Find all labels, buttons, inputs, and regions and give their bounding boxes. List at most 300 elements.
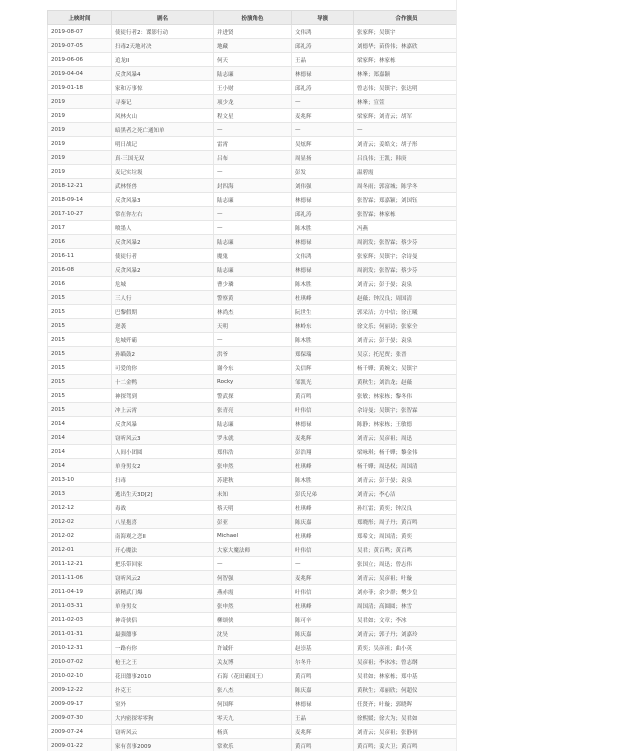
release-date-cell: 2014 bbox=[48, 459, 112, 473]
title-link[interactable]: 十二金鸭 bbox=[112, 375, 214, 389]
table-row bbox=[48, 249, 457, 263]
table-row bbox=[48, 333, 457, 347]
costars-cell: 黄秋生；刘浩龙；赵薇 bbox=[354, 375, 457, 389]
title-link[interactable]: 风林火山 bbox=[112, 109, 214, 123]
role-cell: 项少龙 bbox=[214, 95, 292, 109]
costars-cell: 刘青云；吴彦祖；叶璇 bbox=[354, 571, 457, 585]
costars-cell: 吴君；黄百鸣；黄百鸣 bbox=[354, 543, 457, 557]
costars-cell: 刘青云；李心洁 bbox=[354, 487, 457, 501]
table-row bbox=[48, 585, 457, 599]
director-cell: 林德禄 bbox=[292, 417, 354, 431]
table-row bbox=[48, 319, 457, 333]
table-row bbox=[48, 347, 457, 361]
title-link[interactable]: 真·三国无双 bbox=[112, 151, 214, 165]
costars-cell: 郑希文；周国清；黄奕 bbox=[354, 529, 457, 543]
release-date-cell: 2016-11 bbox=[48, 249, 112, 263]
table-row bbox=[48, 515, 457, 529]
title-link[interactable]: 单身男女2 bbox=[112, 459, 214, 473]
title-link[interactable]: 明日战记 bbox=[112, 137, 214, 151]
costars-cell: 刘青云；彭于晏；袁泉 bbox=[354, 473, 457, 487]
release-date-cell: 2011-02-03 bbox=[48, 613, 112, 627]
costars-cell: 梁咏琪；杨千嬅；黎金伟 bbox=[354, 445, 457, 459]
role-cell: 大家大魔法师 bbox=[214, 543, 292, 557]
release-date-cell: 2010-02-10 bbox=[48, 669, 112, 683]
role-cell: 警武探 bbox=[214, 389, 292, 403]
release-date-cell: 2009-07-24 bbox=[48, 725, 112, 739]
role-cell: 天明 bbox=[214, 319, 292, 333]
release-date-cell: 2009-12-22 bbox=[48, 683, 112, 697]
costars-cell: 林峯；郑嘉颖 bbox=[354, 67, 457, 81]
role-cell: 未知 bbox=[214, 487, 292, 501]
role-cell: 何智强 bbox=[214, 571, 292, 585]
release-date-cell: 2012-02 bbox=[48, 515, 112, 529]
title-link[interactable]: 大内密探零零狗 bbox=[112, 711, 214, 725]
title-link[interactable]: 反贪风暴3 bbox=[112, 193, 214, 207]
release-date-cell: 2012-02 bbox=[48, 529, 112, 543]
table-row bbox=[48, 431, 457, 445]
release-date-cell: 2019 bbox=[48, 137, 112, 151]
title-link[interactable]: 常在你左右 bbox=[112, 207, 214, 221]
director-cell: 林德禄 bbox=[292, 697, 354, 711]
release-date-cell: 2009-01-22 bbox=[48, 739, 112, 751]
director-cell: 麦兆辉 bbox=[292, 725, 354, 739]
costars-cell: 周国清；高圆圆；林雪 bbox=[354, 599, 457, 613]
title-link[interactable]: 家和万事惊 bbox=[112, 81, 214, 95]
costars-cell: 孙红雷；黄奕；钟汉良 bbox=[354, 501, 457, 515]
role-cell: Michael bbox=[214, 529, 292, 543]
director-cell: 叶伟信 bbox=[292, 585, 354, 599]
director-cell: 王晶 bbox=[292, 53, 354, 67]
title-link[interactable]: 窃听风云3 bbox=[112, 431, 214, 445]
title-link[interactable]: 一路有你 bbox=[112, 641, 214, 655]
director-cell: 陈木胜 bbox=[292, 333, 354, 347]
release-date-cell: 2017 bbox=[48, 221, 112, 235]
role-cell: 柳颂侠 bbox=[214, 613, 292, 627]
table-row bbox=[48, 697, 457, 711]
release-date-cell: 2019 bbox=[48, 151, 112, 165]
release-date-cell: 2011-12-21 bbox=[48, 557, 112, 571]
release-date-cell: 2015 bbox=[48, 389, 112, 403]
costars-cell: 张智霖；郑嘉颖；刘国钰 bbox=[354, 193, 457, 207]
role-cell: — bbox=[214, 333, 292, 347]
costars-cell: 梁家辉；林家栋 bbox=[354, 53, 457, 67]
director-cell: 关信辉 bbox=[292, 361, 354, 375]
release-date-cell: 2009-07-30 bbox=[48, 711, 112, 725]
director-cell: 彭氏兄弟 bbox=[292, 487, 354, 501]
role-cell: 关友博 bbox=[214, 655, 292, 669]
release-date-cell: 2012-01 bbox=[48, 543, 112, 557]
costars-cell: 林峯；宣萱 bbox=[354, 95, 457, 109]
costars-cell: 徐熙媛；徐大为；吴君如 bbox=[354, 711, 457, 725]
costars-cell: 周润发；张智霖；蔡少芬 bbox=[354, 235, 457, 249]
role-cell: — bbox=[214, 123, 292, 137]
director-cell: 陈木胜 bbox=[292, 221, 354, 235]
release-date-cell: 2014 bbox=[48, 445, 112, 459]
costars-cell: 刘青云；彭于晏；袁泉 bbox=[354, 333, 457, 347]
director-cell: 林德禄 bbox=[292, 193, 354, 207]
director-cell: 郑保瑞 bbox=[292, 347, 354, 361]
director-cell: 陈可辛 bbox=[292, 613, 354, 627]
title-link[interactable]: 枪王之王 bbox=[112, 655, 214, 669]
table-row bbox=[48, 417, 457, 431]
title-link[interactable]: 神奇侠侣 bbox=[112, 613, 214, 627]
director-cell: 彭发 bbox=[292, 165, 354, 179]
costars-cell: 冯燕 bbox=[354, 221, 457, 235]
director-cell: 叶伟信 bbox=[292, 403, 354, 417]
title-link[interactable]: 使徒行者 bbox=[112, 249, 214, 263]
role-cell: 何国辉 bbox=[214, 697, 292, 711]
title-link[interactable]: 危城歼霸 bbox=[112, 333, 214, 347]
costars-cell: 曾志伟；吴镇宇；张达明 bbox=[354, 81, 457, 95]
role-cell: 魔鬼 bbox=[214, 249, 292, 263]
title-link[interactable]: 神探驾到 bbox=[112, 389, 214, 403]
role-cell: 程文星 bbox=[214, 109, 292, 123]
role-cell: 曹少璘 bbox=[214, 277, 292, 291]
director-cell: 邱礼涛 bbox=[292, 39, 354, 53]
role-cell: 封四海 bbox=[214, 179, 292, 193]
table-row bbox=[48, 165, 457, 179]
costars-cell: 吴君如；文章；李冰 bbox=[354, 613, 457, 627]
table-row bbox=[48, 613, 457, 627]
title-link[interactable]: 窃听风云2 bbox=[112, 571, 214, 585]
role-cell: — bbox=[214, 557, 292, 571]
costars-cell: 张家辉；吴镇宇 bbox=[354, 25, 457, 39]
table-row bbox=[48, 81, 457, 95]
table-row bbox=[48, 151, 457, 165]
release-date-cell: 2016 bbox=[48, 277, 112, 291]
role-cell: 许诚轩 bbox=[214, 641, 292, 655]
release-date-cell: 2011-11-06 bbox=[48, 571, 112, 585]
header-release-date: 上映时间 bbox=[48, 11, 112, 25]
role-cell: 零天九 bbox=[214, 711, 292, 725]
title-link[interactable]: 巴黎假期 bbox=[112, 305, 214, 319]
director-cell: 麦兆辉 bbox=[292, 571, 354, 585]
role-cell: 彭亚 bbox=[214, 515, 292, 529]
role-cell: 吕布 bbox=[214, 151, 292, 165]
director-cell: 杜琪峰 bbox=[292, 529, 354, 543]
role-cell: 陆志廉 bbox=[214, 417, 292, 431]
table-row bbox=[48, 25, 457, 39]
role-cell: 张申然 bbox=[214, 459, 292, 473]
costars-cell: 张敏；林家栋；黎冬伟 bbox=[354, 389, 457, 403]
table-row bbox=[48, 263, 457, 277]
role-cell: 杨真 bbox=[214, 725, 292, 739]
title-link[interactable]: 喷墨人 bbox=[112, 221, 214, 235]
director-cell: 陈庆嘉 bbox=[292, 515, 354, 529]
table-row bbox=[48, 277, 457, 291]
release-date-cell: 2019-08-07 bbox=[48, 25, 112, 39]
title-link[interactable]: 窒外 bbox=[112, 697, 214, 711]
table-row bbox=[48, 95, 457, 109]
director-cell: 林德禄 bbox=[292, 67, 354, 81]
table-row bbox=[48, 123, 457, 137]
table-row bbox=[48, 39, 457, 53]
director-cell: 黄百鸣 bbox=[292, 389, 354, 403]
director-cell: 杜琪峰 bbox=[292, 599, 354, 613]
costars-cell: 黄秋生；邓丽欣；何超仪 bbox=[354, 683, 457, 697]
director-cell: 陈木胜 bbox=[292, 277, 354, 291]
release-date-cell: 2016 bbox=[48, 235, 112, 249]
table-row bbox=[48, 683, 457, 697]
table-row bbox=[48, 67, 457, 81]
release-date-cell: 2019 bbox=[48, 109, 112, 123]
title-link[interactable]: 三人行 bbox=[112, 291, 214, 305]
table-row bbox=[48, 655, 457, 669]
title-link[interactable]: 扑克王 bbox=[112, 683, 214, 697]
table-row bbox=[48, 557, 457, 571]
title-link[interactable]: 孙瞄鼓2 bbox=[112, 347, 214, 361]
costars-cell: 黄奕；吴彦祖；曲小英 bbox=[354, 641, 457, 655]
release-date-cell: 2010-07-02 bbox=[48, 655, 112, 669]
title-link[interactable]: 新精武门爆 bbox=[112, 585, 214, 599]
costars-cell: 温碧霞 bbox=[354, 165, 457, 179]
table-row bbox=[48, 53, 457, 67]
role-cell: 王小财 bbox=[214, 81, 292, 95]
release-date-cell: 2014 bbox=[48, 431, 112, 445]
costars-cell: 张智霖；林家栋 bbox=[354, 207, 457, 221]
release-date-cell: 2011-03-31 bbox=[48, 599, 112, 613]
costars-cell: 郭采洁；方中信；徐正曦 bbox=[354, 305, 457, 319]
release-date-cell: 2017-10-27 bbox=[48, 207, 112, 221]
director-cell: 阮世生 bbox=[292, 305, 354, 319]
title-link[interactable]: 单身男女 bbox=[112, 599, 214, 613]
release-date-cell: 2011-04-19 bbox=[48, 585, 112, 599]
role-cell: 陆志廉 bbox=[214, 235, 292, 249]
role-cell: 谢今东 bbox=[214, 361, 292, 375]
title-link[interactable]: 最强囍事 bbox=[112, 627, 214, 641]
right-page-divider bbox=[456, 0, 457, 751]
title-link[interactable]: 南海观之恋II bbox=[112, 529, 214, 543]
director-cell: 麦兆辉 bbox=[292, 109, 354, 123]
costars-cell: 周冬雨；郭富城；陈学冬 bbox=[354, 179, 457, 193]
release-date-cell: 2019 bbox=[48, 165, 112, 179]
title-link[interactable]: 麦记实垃圾 bbox=[112, 165, 214, 179]
table-row bbox=[48, 361, 457, 375]
costars-cell: 吕良伟；王凯；韩庚 bbox=[354, 151, 457, 165]
table-row bbox=[48, 543, 457, 557]
release-date-cell: 2012-12 bbox=[48, 501, 112, 515]
table-row bbox=[48, 179, 457, 193]
title-link[interactable]: 开心魔法 bbox=[112, 543, 214, 557]
release-date-cell: 2016-08 bbox=[48, 263, 112, 277]
director-cell: 尔冬升 bbox=[292, 655, 354, 669]
costars-cell: 黄百鸣；姜大卫；黄百鸣 bbox=[354, 739, 457, 751]
director-cell: 杜琪峰 bbox=[292, 459, 354, 473]
role-cell: 警察黄 bbox=[214, 291, 292, 305]
director-cell: 黄百鸣 bbox=[292, 739, 354, 751]
role-cell: 并进贤 bbox=[214, 25, 292, 39]
role-cell: 沈昊 bbox=[214, 627, 292, 641]
costars-cell: 刘青云；吴彦祖；周迅 bbox=[354, 431, 457, 445]
title-link[interactable]: 反贪风暴2 bbox=[112, 235, 214, 249]
director-cell: 林德禄 bbox=[292, 235, 354, 249]
table-row bbox=[48, 669, 457, 683]
release-date-cell: 2011-01-31 bbox=[48, 627, 112, 641]
table-row bbox=[48, 221, 457, 235]
title-link[interactable]: 武林怪兽 bbox=[112, 179, 214, 193]
table-row bbox=[48, 193, 457, 207]
release-date-cell: 2018-12-21 bbox=[48, 179, 112, 193]
director-cell: 叶伟信 bbox=[292, 543, 354, 557]
title-link[interactable]: 扫毒 bbox=[112, 473, 214, 487]
release-date-cell: 2013 bbox=[48, 487, 112, 501]
costars-cell: 张国立；周迅；曾志伟 bbox=[354, 557, 457, 571]
title-link[interactable]: 毒战 bbox=[112, 501, 214, 515]
director-cell: 王晶 bbox=[292, 711, 354, 725]
role-cell: 陆志廉 bbox=[214, 67, 292, 81]
director-cell: 文伟鸿 bbox=[292, 25, 354, 39]
table-row bbox=[48, 711, 457, 725]
director-cell: 林德禄 bbox=[292, 263, 354, 277]
role-cell: 常欢乐 bbox=[214, 739, 292, 751]
title-link[interactable]: 追龙II bbox=[112, 53, 214, 67]
table-row bbox=[48, 627, 457, 641]
table-header-row bbox=[48, 11, 457, 25]
release-date-cell: 2019 bbox=[48, 95, 112, 109]
role-cell: 苏建秋 bbox=[214, 473, 292, 487]
table-row bbox=[48, 445, 457, 459]
table-row bbox=[48, 725, 457, 739]
director-cell: 赵崇基 bbox=[292, 641, 354, 655]
title-link[interactable]: 寻秦记 bbox=[112, 95, 214, 109]
title-link[interactable]: 反贪风暴 bbox=[112, 417, 214, 431]
table-row bbox=[48, 207, 457, 221]
header-title: 剧名 bbox=[112, 11, 214, 25]
title-link[interactable]: 可爱的你 bbox=[112, 361, 214, 375]
costars-cell: 佘诗曼；吴镇宇；张智霖 bbox=[354, 403, 457, 417]
release-date-cell: 2015 bbox=[48, 305, 112, 319]
role-cell: 陆志廉 bbox=[214, 193, 292, 207]
release-date-cell: 2015 bbox=[48, 319, 112, 333]
header-director: 导演 bbox=[292, 11, 354, 25]
title-link[interactable]: 反贪风暴2 bbox=[112, 263, 214, 277]
title-link[interactable]: 人间小团圆 bbox=[112, 445, 214, 459]
title-link[interactable]: 扫毒2天地对决 bbox=[112, 39, 214, 53]
costars-cell: 吴京；托尼贾；张晋 bbox=[354, 347, 457, 361]
table-row bbox=[48, 389, 457, 403]
release-date-cell: 2010-12-31 bbox=[48, 641, 112, 655]
role-cell: 林尚杰 bbox=[214, 305, 292, 319]
role-cell: 雷霄 bbox=[214, 137, 292, 151]
title-link[interactable]: 暗黑者之死亡通知单 bbox=[112, 123, 214, 137]
title-link[interactable]: 窃听风云 bbox=[112, 725, 214, 739]
release-date-cell: 2014 bbox=[48, 417, 112, 431]
title-link[interactable]: 危城 bbox=[112, 277, 214, 291]
release-date-cell: 2015 bbox=[48, 291, 112, 305]
title-link[interactable]: 把乐带回家 bbox=[112, 557, 214, 571]
table-row bbox=[48, 739, 457, 751]
costars-cell: 刘青云；吴彦祖；张静初 bbox=[354, 725, 457, 739]
director-cell: 邹凯光 bbox=[292, 375, 354, 389]
costars-cell: 刘青云；彭于晏；袁泉 bbox=[354, 277, 457, 291]
costars-cell: — bbox=[354, 123, 457, 137]
director-cell: 彭浩翔 bbox=[292, 445, 354, 459]
release-date-cell: 2018-09-14 bbox=[48, 193, 112, 207]
release-date-cell: 2009-09-17 bbox=[48, 697, 112, 711]
director-cell: 刘伟强 bbox=[292, 179, 354, 193]
title-link[interactable]: 家有喜事2009 bbox=[112, 739, 214, 751]
role-cell: 张青亮 bbox=[214, 403, 292, 417]
director-cell: 陈庆嘉 bbox=[292, 627, 354, 641]
director-cell: — bbox=[292, 557, 354, 571]
director-cell: 邱礼涛 bbox=[292, 81, 354, 95]
director-cell: 林岭东 bbox=[292, 319, 354, 333]
role-cell: 石海（花田霸国王） bbox=[214, 669, 292, 683]
director-cell: 邱礼涛 bbox=[292, 207, 354, 221]
director-cell: 文伟鸿 bbox=[292, 249, 354, 263]
director-cell: — bbox=[292, 95, 354, 109]
role-cell: 蔡天明 bbox=[214, 501, 292, 515]
table-row bbox=[48, 459, 457, 473]
table-row bbox=[48, 305, 457, 319]
release-date-cell: 2015 bbox=[48, 361, 112, 375]
table-row bbox=[48, 473, 457, 487]
header-costars: 合作演员 bbox=[354, 11, 457, 25]
role-cell: 燕赤霞 bbox=[214, 585, 292, 599]
release-date-cell: 2015 bbox=[48, 375, 112, 389]
role-cell: 罗永就 bbox=[214, 431, 292, 445]
table-row bbox=[48, 599, 457, 613]
director-cell: 杜琪峰 bbox=[292, 501, 354, 515]
role-cell: — bbox=[214, 165, 292, 179]
costars-cell: 任贤齐；叶璇；郭晓晖 bbox=[354, 697, 457, 711]
director-cell: 陈庆嘉 bbox=[292, 683, 354, 697]
table-row bbox=[48, 137, 457, 151]
table-row bbox=[48, 641, 457, 655]
title-link[interactable]: 八星抱喜 bbox=[112, 515, 214, 529]
director-cell: 杜琪峰 bbox=[292, 291, 354, 305]
table-row bbox=[48, 235, 457, 249]
costars-cell: 周润发；张智霖；蔡少芬 bbox=[354, 263, 457, 277]
table-row bbox=[48, 487, 457, 501]
release-date-cell: 2019-01-18 bbox=[48, 81, 112, 95]
title-link[interactable]: 冲上云霄 bbox=[112, 403, 214, 417]
costars-cell: 张家辉；吴镇宇；佘诗曼 bbox=[354, 249, 457, 263]
role-cell: 陆志廉 bbox=[214, 263, 292, 277]
title-link[interactable]: 反贪风暴4 bbox=[112, 67, 214, 81]
director-cell: 吴炫辉 bbox=[292, 137, 354, 151]
costars-cell: 刘青云；姜皓文；胡子彤 bbox=[354, 137, 457, 151]
role-cell: — bbox=[214, 207, 292, 221]
table-row bbox=[48, 529, 457, 543]
director-cell: 黄百鸣 bbox=[292, 669, 354, 683]
role-cell: 张八杰 bbox=[214, 683, 292, 697]
role-cell: 洪爷 bbox=[214, 347, 292, 361]
release-date-cell: 2019 bbox=[48, 123, 112, 137]
table-row bbox=[48, 291, 457, 305]
costars-cell: 杨千嬅；黄婉文；吴镇宇 bbox=[354, 361, 457, 375]
costars-cell: 刘亦菲；余少群；樊少皇 bbox=[354, 585, 457, 599]
table-row bbox=[48, 501, 457, 515]
title-link[interactable]: 花田囍事2010 bbox=[112, 669, 214, 683]
role-cell: Rocky bbox=[214, 375, 292, 389]
filmography-panel bbox=[20, 0, 456, 751]
table-row bbox=[48, 375, 457, 389]
title-link[interactable]: 使徒行者2：谍影行动 bbox=[112, 25, 214, 39]
costars-cell: 陈静；林家栋；王敏德 bbox=[354, 417, 457, 431]
release-date-cell: 2013-10 bbox=[48, 473, 112, 487]
role-cell: 郑伟浩 bbox=[214, 445, 292, 459]
release-date-cell: 2015 bbox=[48, 347, 112, 361]
costars-cell: 徐文乐；何丽诗；张家全 bbox=[354, 319, 457, 333]
director-cell: 麦兆辉 bbox=[292, 431, 354, 445]
release-date-cell: 2015 bbox=[48, 333, 112, 347]
role-cell: 张申然 bbox=[214, 599, 292, 613]
title-link[interactable]: 逃出生天3D[2] bbox=[112, 487, 214, 501]
title-link[interactable]: 逆袭 bbox=[112, 319, 214, 333]
release-date-cell: 2019-07-05 bbox=[48, 39, 112, 53]
table-body bbox=[48, 25, 457, 751]
